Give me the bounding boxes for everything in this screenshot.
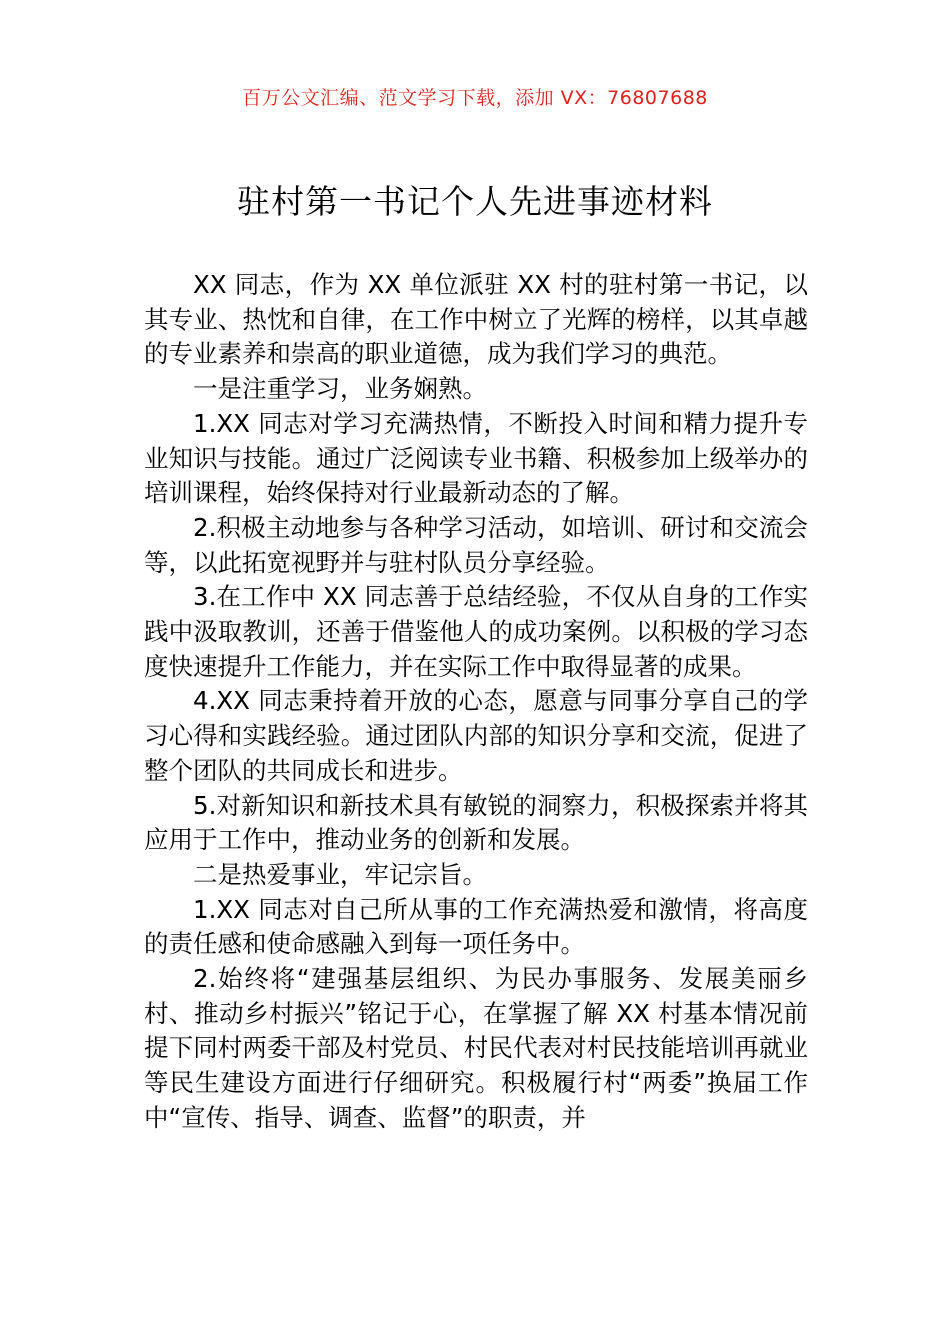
paragraph-1-2: 2.积极主动地参与各种学习活动，如培训、研讨和交流会等，以此拓宽视野并与驻村队员分享经验。 (144, 512, 808, 577)
paragraph-1-4: 4.XX 同志秉持着开放的心态，愿意与同事分享自己的学习心得和实践经验。通过团队内部的知识分享和交流，促进了整个团队的共同成长和进步。 (144, 686, 808, 785)
paragraph-2-2: 2.始终将“建强基层组织、为民办事服务、发展美丽乡村、推动乡村振兴”铭记于心，在掌握了解 XX 村基本情况前提下同村两委干部及村党员、村民代表对村民技能培训再就业等民生建设方面进行仔细研究。积极履行村“两委”换届工作中“宣传、指导、调查、监督”的职责，并 (144, 964, 808, 1132)
paragraph-1-1: 1.XX 同志对学习充满热情，不断投入时间和精力提升专业知识与技能。通过广泛阅读专业书籍、积极参加上级举办的培训课程，始终保持对行业最新动态的了解。 (144, 408, 808, 508)
document-title: 驻村第一书记个人先进事迹材料 (237, 182, 713, 221)
header-promo-note: 百万公文汇编、范文学习下载，添加 VX：76807688 (242, 87, 708, 109)
section-heading-2: 二是热爱事业，牢记宗旨。 (193, 859, 487, 889)
paragraph-2-1: 1.XX 同志对自己所从事的工作充满热爱和激情，将高度的责任感和使命感融入到每一项任务中。 (144, 894, 808, 959)
paragraph-1-5: 5.对新知识和新技术具有敏锐的洞察力，积极探索并将其应用于工作中，推动业务的创新和发展。 (144, 790, 808, 855)
intro-paragraph: XX 同志，作为 XX 单位派驻 XX 村的驻村第一书记，以其专业、热忱和自律，在工作中树立了光辉的榜样，以其卓越的专业素养和崇高的职业道德，成为我们学习的典范。 (144, 270, 808, 369)
paragraph-1-3: 3.在工作中 XX 同志善于总结经验，不仅从自身的工作实践中汲取教训，还善于借鉴他人的成功案例。以积极的学习态度快速提升工作能力，并在实际工作中取得显著的成果。 (144, 582, 808, 681)
document-body (144, 268, 808, 1136)
section-heading-1: 一是注重学习，业务娴熟。 (193, 374, 487, 404)
